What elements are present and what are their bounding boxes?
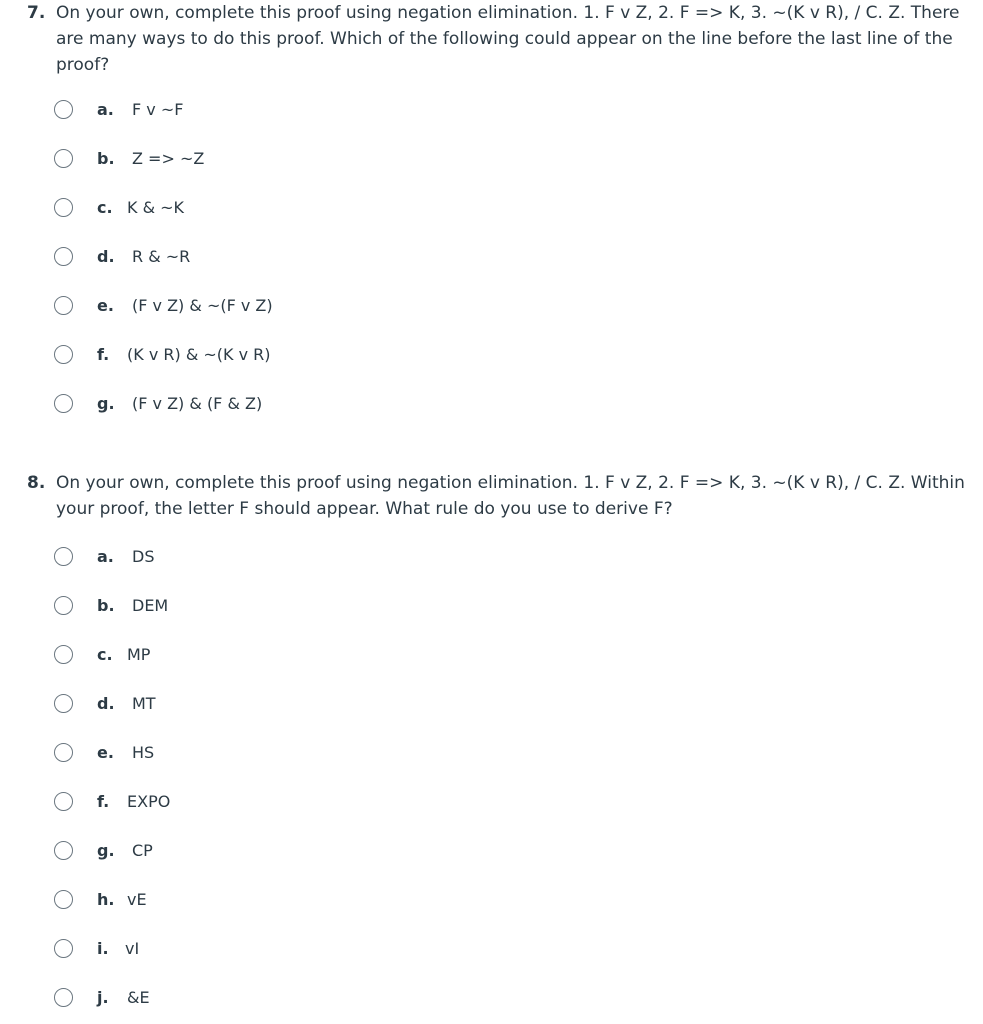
option-text: EXPO (127, 792, 171, 811)
answer-option-e[interactable] (54, 740, 654, 768)
option-text: DS (132, 547, 155, 566)
answer-option-f[interactable] (54, 789, 654, 817)
radio-button[interactable] (54, 841, 73, 860)
radio-button[interactable] (54, 100, 73, 119)
option-letter: c. (97, 198, 113, 217)
radio-button[interactable] (54, 988, 73, 1007)
option-text: K & ~K (127, 198, 185, 217)
option-letter: g. (97, 394, 115, 413)
answer-option-d[interactable] (54, 691, 654, 719)
option-letter: j. (97, 988, 109, 1007)
answer-option-e[interactable] (54, 293, 654, 321)
answer-option-a[interactable] (54, 97, 654, 125)
option-text: (F v Z) & (F & Z) (132, 394, 263, 413)
option-text: HS (132, 743, 155, 762)
option-letter: d. (97, 694, 115, 713)
option-text: CP (132, 841, 153, 860)
radio-button[interactable] (54, 149, 73, 168)
option-letter: f. (97, 345, 110, 364)
answer-option-c[interactable] (54, 195, 654, 223)
option-text: MP (127, 645, 151, 664)
radio-button[interactable] (54, 547, 73, 566)
radio-button[interactable] (54, 939, 73, 958)
radio-button[interactable] (54, 296, 73, 315)
answer-option-d[interactable] (54, 244, 654, 272)
radio-button[interactable] (54, 247, 73, 266)
answer-option-f[interactable] (54, 342, 654, 370)
radio-button[interactable] (54, 394, 73, 413)
option-letter: i. (97, 939, 109, 958)
answer-option-a[interactable] (54, 544, 654, 572)
option-letter: f. (97, 792, 110, 811)
option-letter: b. (97, 149, 115, 168)
option-text: DEM (132, 596, 169, 615)
radio-button[interactable] (54, 792, 73, 811)
answer-option-i[interactable] (54, 936, 654, 964)
option-letter: h. (97, 890, 115, 909)
radio-button[interactable] (54, 596, 73, 615)
answer-option-g[interactable] (54, 391, 654, 419)
question-text: On your own, complete this proof using negation elimination. 1. F v Z, 2. F => K, 3. ~(K v R), / C. Z. There are many ways to do this proof. Which of the following could appear on the line before the last line of the proof? (56, 3, 960, 75)
answer-option-g[interactable] (54, 838, 654, 866)
option-text: MT (132, 694, 156, 713)
option-letter: d. (97, 247, 115, 266)
answer-option-j[interactable] (54, 985, 654, 1013)
radio-button[interactable] (54, 198, 73, 217)
option-text: F v ~F (132, 100, 184, 119)
radio-button[interactable] (54, 743, 73, 762)
question-number: 7. (27, 3, 46, 23)
option-text: R & ~R (132, 247, 191, 266)
option-letter: a. (97, 100, 114, 119)
option-letter: a. (97, 547, 114, 566)
answer-option-b[interactable] (54, 593, 654, 621)
radio-button[interactable] (54, 890, 73, 909)
option-letter: b. (97, 596, 115, 615)
option-letter: e. (97, 296, 114, 315)
answer-option-c[interactable] (54, 642, 654, 670)
option-letter: g. (97, 841, 115, 860)
answer-option-h[interactable] (54, 887, 654, 915)
radio-button[interactable] (54, 645, 73, 664)
option-text: &E (127, 988, 150, 1007)
question-number: 8. (27, 473, 46, 493)
option-text: vI (125, 939, 140, 958)
answer-option-b[interactable] (54, 146, 654, 174)
option-text: Z => ~Z (132, 149, 205, 168)
option-text: (K v R) & ~(K v R) (127, 345, 271, 364)
option-letter: c. (97, 645, 113, 664)
option-letter: e. (97, 743, 114, 762)
option-text: (F v Z) & ~(F v Z) (132, 296, 273, 315)
question-text: On your own, complete this proof using negation elimination. 1. F v Z, 2. F => K, 3. ~(K v R), / C. Z. Within your proof, the letter F should appear. What rule do you use to derive F? (56, 473, 965, 519)
option-text: vE (127, 890, 147, 909)
radio-button[interactable] (54, 345, 73, 364)
radio-button[interactable] (54, 694, 73, 713)
